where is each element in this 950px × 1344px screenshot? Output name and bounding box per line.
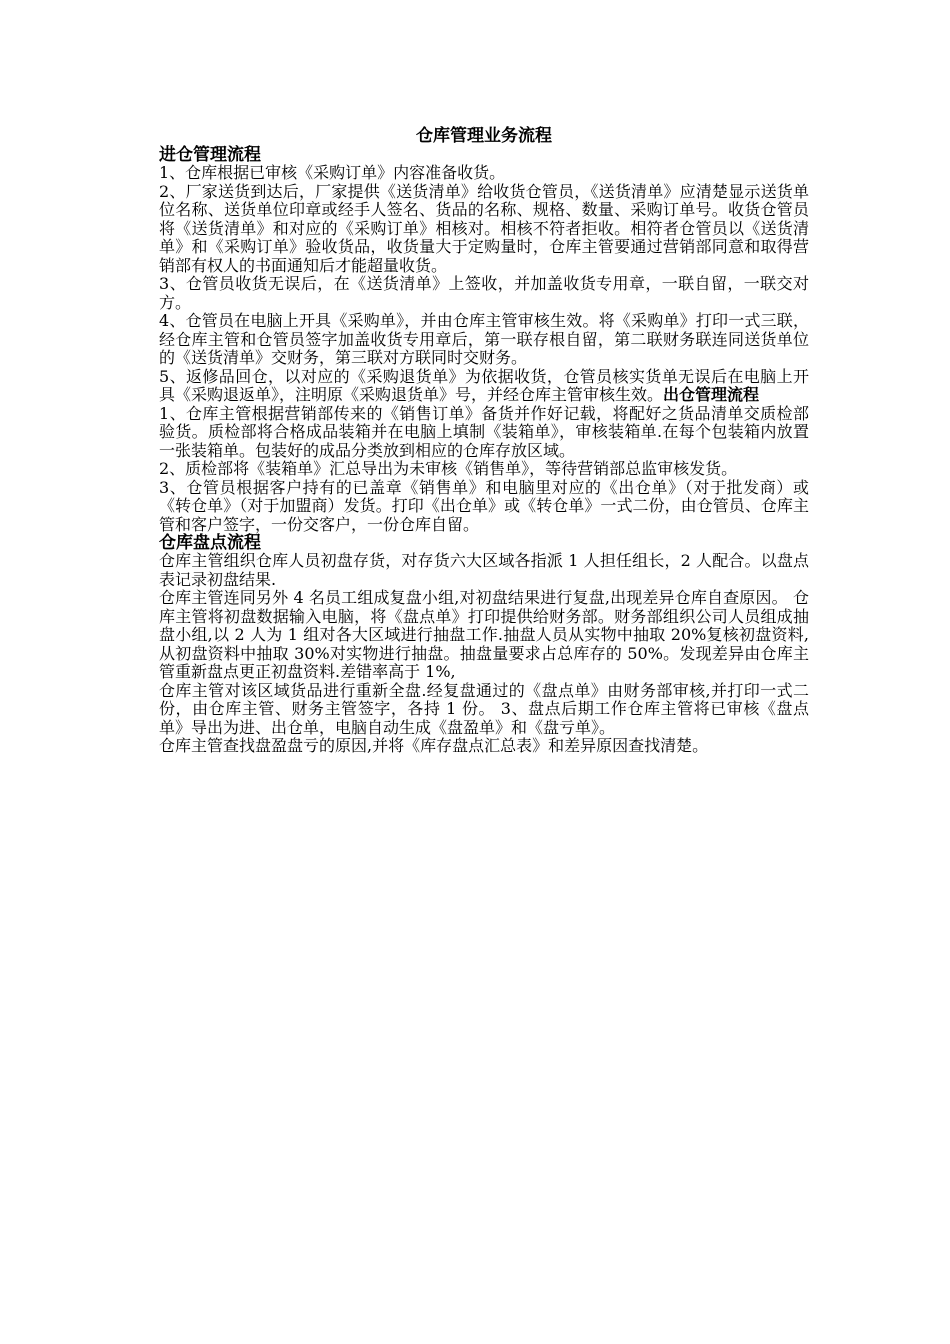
outbound-paragraph-3: 3、仓管员根据客户持有的已盖章《销售单》和电脑里对应的《出仓单》（对于批发商）或《转仓单》（对于加盟商）发货。打印《出仓单》或《转仓单》一式二份，由仓管员、仓库主管和客户签字，一份交客户，一份仓库自留。 — [159, 477, 809, 534]
section-heading-outbound: 出仓管理流程 — [663, 385, 760, 404]
inventory-paragraph-4: 仓库主管查找盘盈盘亏的原因,并将《库存盘点汇总表》和差异原因查找清楚。 — [159, 736, 709, 755]
inbound-paragraph-3: 3、仓管员收货无误后，在《送货清单》上签收，并加盖收货专用章，一联自留，一联交对方。 — [159, 274, 809, 312]
inbound-paragraph-2: 2、厂家送货到达后，厂家提供《送货清单》给收货仓管员，《送货清单》应清楚显示送货单位名称、送货单位印章或经手人签名、货品的名称、规格、数量、采购订单号。收货仓管员将《送货清单》和对应的《采购订单》相核对。相核不符者拒收。相符者仓管员以《送货清单》和《采购订单》验收货品，收货量大于定购量时，仓库主管要通过营销部同意和取得营销部有权人的书面通知后才能超量收货。 — [159, 181, 809, 275]
section-heading-inbound: 进仓管理流程 — [159, 145, 261, 165]
inbound-paragraph-1: 1、仓库根据已审核《采购订单》内容准备收货。 — [159, 163, 506, 182]
inbound-paragraph-5-with-heading — [159, 368, 809, 405]
inventory-paragraph-2: 仓库主管连同另外 4 名员工组成复盘小组,对初盘结果进行复盘,出现差异仓库自查原因。 仓库主管将初盘数据输入电脑，将《盘点单》打印提供给财务部。财务部组织公司人员组成抽盘小组,以 2 人为 1 组对各大区域进行抽盘工作.抽盘人员从实物中抽取 20%复核初盘资料,从初盘资料中抽取 30%对实物进行抽盘。抽盘量要求占总库存的 50%。发现差异由仓库主管重新盘点更正初盘资料.差错率高于 1%, — [159, 588, 809, 681]
inventory-paragraph-3: 仓库主管对该区域货品进行重新全盘.经复盘通过的《盘点单》由财务部审核,并打印一式二份，由仓库主管、财务主管签字，各持 1 份。 3、盘点后期工作仓库主管将已审核《盘点单》导出为进、出仓单，电脑自动生成《盘盈单》和《盘亏单》。 — [159, 680, 809, 737]
inbound-paragraph-4: 4、仓管员在电脑上开具《采购单》，并由仓库主管审核生效。将《采购单》打印一式三联，经仓库主管和仓管员签字加盖收货专用章后，第一联存根自留，第二联财务联连同送货单位的《送货清单》交财务，第三联对方联同时交财务。 — [159, 311, 809, 367]
outbound-paragraph-2: 2、质检部将《装箱单》汇总导出为未审核《销售单》，等待营销部总监审核发货。 — [159, 459, 738, 478]
inbound-paragraph-5: 5、返修品回仓，以对应的《采购退货单》为依据收货，仓管员核实货单无误后在电脑上开具《采购退返单》，注明原《采购退货单》号，并经仓库主管审核生效。 — [159, 366, 809, 404]
outbound-paragraph-1: 1、仓库主管根据营销部传来的《销售订单》备货并作好记载，将配好之货品清单交质检部验货。质检部将合格成品装箱并在电脑上填制《装箱单》，审核装箱单.在每个包装箱内放置一张装箱单。包装好的成品分类放到相应的仓库存放区域。 — [159, 403, 809, 460]
document-page — [159, 126, 809, 756]
section-heading-inventory: 仓库盘点流程 — [159, 533, 261, 553]
document-title: 仓库管理业务流程 — [416, 126, 552, 146]
inventory-paragraph-1: 仓库主管组织仓库人员初盘存货，对存货六大区域各指派 1 人担任组长，2 人配合。以盘点表记录初盘结果. — [159, 551, 809, 589]
